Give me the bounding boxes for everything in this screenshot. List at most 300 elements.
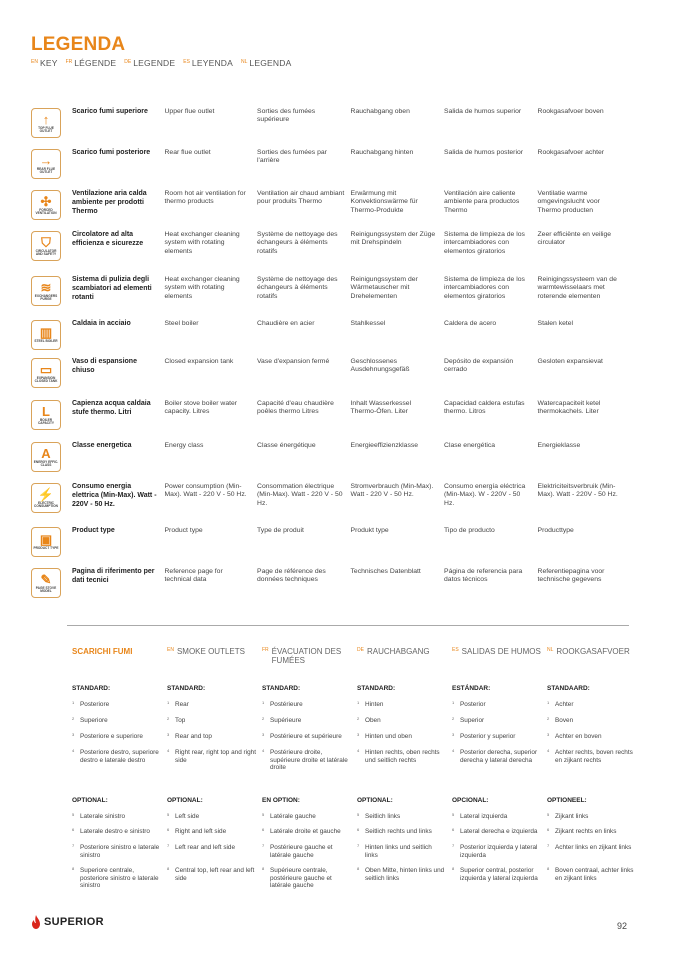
item-number: 3 <box>167 732 170 737</box>
item-number: 4 <box>167 748 170 753</box>
legend-en-text: Energy class <box>164 442 204 449</box>
item-number: 7 <box>357 843 360 848</box>
legend-de-text: Stahlkessel <box>350 320 386 327</box>
optional-item <box>547 828 636 844</box>
standard-item <box>72 733 161 749</box>
icon-glyph: L <box>42 403 50 419</box>
legend-en-text: Upper flue outlet <box>164 108 215 115</box>
standard-text: Posterior derecha, superior derecha y lateral derecha <box>460 749 538 764</box>
item-number: 1 <box>547 700 550 705</box>
optional-text: Boven centraal, achter links en zijkant links <box>555 867 634 882</box>
legend-es-text: Salida de humos superior <box>444 108 522 115</box>
legend-it-text: Capienza acqua caldaia stufe thermo. Litri <box>72 400 151 416</box>
legend-en-text: Steel boiler <box>164 320 199 327</box>
standard-item <box>72 749 161 779</box>
title-translation <box>183 58 233 68</box>
outlet-column-title: RAUCHABGANG <box>366 647 430 656</box>
icon-caption: ELECTRIC CONSUMPTION <box>34 500 58 508</box>
product-type-icon <box>31 527 61 557</box>
optional-text: Oben Mitte, hinten links und seitlich links <box>365 867 445 882</box>
legend-nl-text: Energieklasse <box>537 442 581 449</box>
item-number: 4 <box>72 748 75 753</box>
lang-code: NL <box>241 59 248 65</box>
standard-text: Postérieure <box>270 701 303 708</box>
legend-de-text: Erwärmung mit Konvektionswärme für Thermo-Produkte <box>350 190 418 214</box>
standard-item <box>452 717 541 733</box>
icon-glyph: ▥ <box>39 325 53 341</box>
item-number: 1 <box>357 700 360 705</box>
item-number: 6 <box>547 827 550 832</box>
spacer <box>167 779 256 789</box>
lang-code: ES <box>452 647 459 653</box>
icon-glyph: A <box>41 445 51 461</box>
standard-text: Achter <box>555 701 574 708</box>
optional-text: Latérale droite et gauche <box>270 828 341 835</box>
legend-de-text: Geschlossenes Ausdehnungsgefäß <box>350 358 410 374</box>
icon-caption: CIRCULATOR AND SAFETY <box>35 248 57 256</box>
item-number: 3 <box>357 732 360 737</box>
item-number: 8 <box>452 866 455 871</box>
legend-it-text: Circolatore ad alta efficienza e sicurezze <box>72 231 144 247</box>
outlet-column-header <box>72 647 161 677</box>
item-number: 8 <box>547 866 550 871</box>
translation-text: LÉGENDE <box>74 58 117 68</box>
translation-text: KEY <box>39 58 58 68</box>
item-number: 3 <box>72 732 75 737</box>
outlet-column-title: ROOKGASAFVOER <box>556 647 630 656</box>
lang-code: ES <box>183 59 190 65</box>
standard-item <box>357 701 446 717</box>
legend-row <box>31 276 631 320</box>
item-number: 3 <box>262 732 265 737</box>
icon-caption: TOP FLUE OUTLET <box>38 125 54 133</box>
page-number: 92 <box>617 921 628 931</box>
standard-text: Hinten <box>365 701 384 708</box>
icon-glyph: ✣ <box>40 193 52 209</box>
legend-row <box>31 231 631 276</box>
legend-en-text: Boiler stove boiler water capacity. Litres <box>164 400 238 416</box>
item-number: 7 <box>262 843 265 848</box>
standard-text: Posteriore destro, superiore destro e laterale destro <box>80 749 159 764</box>
outlet-column-title: SMOKE OUTLETS <box>176 647 245 656</box>
electric-consumption-icon <box>31 483 61 513</box>
legend-it-text: Vaso di espansione chiuso <box>72 358 137 374</box>
legend-fr-text: Sorties des fumées supérieure <box>257 108 316 124</box>
standard-label: STANDARD: <box>357 685 396 692</box>
item-number: 5 <box>167 812 170 817</box>
legend-fr-text: Capacité d'eau chaudière poêles thermo Litres <box>257 400 334 416</box>
legend-fr-text: Système de nettoyage des échangeurs à éléments rotatifs <box>257 276 338 300</box>
standard-item <box>72 701 161 717</box>
legend-fr-text: Classe énergétique <box>257 442 316 449</box>
standard-item <box>357 733 446 749</box>
optional-text: Seitlich rechts und links <box>365 828 432 835</box>
standard-text: Postérieure et supérieure <box>270 733 342 740</box>
standard-item <box>547 749 636 779</box>
legend-de-text: Energieeffizienzklasse <box>350 442 419 449</box>
title-translations <box>31 58 291 68</box>
optional-text: Lateral izquierda <box>460 813 508 820</box>
legend-row <box>31 527 631 568</box>
standard-text: Postérieure droite, supérieure droite et latérale droite <box>270 749 348 772</box>
top-flue-outlet-icon <box>31 108 61 138</box>
legend-es-text: Salida de humos posterior <box>444 149 523 156</box>
legend-row <box>31 108 631 149</box>
legend-de-text: Stromverbrauch (Min-Max). Watt - 220 V - 50 Hz. <box>350 483 434 499</box>
title-translation <box>124 58 175 68</box>
standard-item <box>262 701 351 717</box>
optional-text: Left side <box>175 813 200 820</box>
legend-es-text: Depósito de expansión cerrado <box>444 358 514 374</box>
legend-nl-text: Reinigingssysteem van de warmtewisselaars met roterende elementen <box>537 276 617 300</box>
legend-row <box>31 568 631 608</box>
optional-text: Supérieure centrale, postérieure gauche et latérale gauche <box>270 867 332 890</box>
brand-name: SUPERIOR <box>44 916 104 928</box>
optional-text: Lateral derecha e izquierda <box>460 828 538 835</box>
standard-label: ESTÁNDAR: <box>452 685 491 692</box>
item-number: 2 <box>167 716 170 721</box>
optional-item <box>452 867 541 897</box>
outlet-column <box>452 647 547 897</box>
optional-label: OPTIONAL: <box>357 797 393 804</box>
item-number: 4 <box>452 748 455 753</box>
optional-item <box>72 867 161 897</box>
legend-en-text: Reference page for technical data <box>164 568 223 584</box>
legend-en-text: Heat exchanger cleaning system with rotating elements <box>164 231 240 255</box>
spacer <box>452 779 541 789</box>
legend-table <box>31 108 631 608</box>
legend-nl-text: Ventilatie warme omgevingslucht voor Thermo producten <box>537 190 600 214</box>
legend-en-text: Room hot air ventilation for thermo products <box>164 190 246 206</box>
standard-item <box>167 733 256 749</box>
optional-label: EN OPTION: <box>262 797 300 804</box>
optional-text: Superior central, posterior izquierda y lateral izquierda <box>460 867 538 882</box>
title-translation <box>66 58 117 68</box>
standard-text: Hinten und oben <box>365 733 412 740</box>
icon-glyph: ▣ <box>39 532 53 548</box>
item-number: 5 <box>357 812 360 817</box>
legend-en-text: Rear flue outlet <box>164 149 211 156</box>
item-number: 8 <box>262 866 265 871</box>
translation-text: LEGENDA <box>249 58 292 68</box>
standard-label: STANDAARD: <box>547 685 590 692</box>
optional-text: Zijkant links <box>555 813 589 820</box>
outlet-column <box>262 647 357 897</box>
legend-nl-text: Zeer efficiënte en veilige circulator <box>537 231 612 247</box>
legend-it-text: Scarico fumi posteriore <box>72 149 151 156</box>
optional-text: Laterale sinistro <box>80 813 126 820</box>
optional-label: OPTIONAL: <box>72 797 108 804</box>
standard-text: Posteriore e superiore <box>80 733 143 740</box>
optional-text: Central top, left rear and left side <box>175 867 255 882</box>
standard-text: Achter en boven <box>555 733 602 740</box>
item-number: 6 <box>72 827 75 832</box>
exchangers-purge-icon <box>31 276 61 306</box>
legend-es-text: Ventilación aire caliente ambiente para productos Thermo <box>444 190 520 214</box>
legend-es-text: Consumo energía eléctrica (Min-Max). W - 220V - 50 Hz. <box>444 483 526 507</box>
outlet-column-header <box>262 647 351 677</box>
optional-item <box>452 844 541 867</box>
standard-item <box>452 749 541 779</box>
legend-en-text: Closed expansion tank <box>164 358 234 365</box>
outlet-column-title: ÉVACUATION DES FUMÉES <box>271 647 342 666</box>
legend-de-text: Technisches Datenblatt <box>350 568 421 575</box>
item-number: 7 <box>72 843 75 848</box>
item-number: 8 <box>72 866 75 871</box>
standard-label: STANDARD: <box>262 685 301 692</box>
optional-label: OPTIONEEL: <box>547 797 587 804</box>
legend-de-text: Rauchabgang oben <box>350 108 410 115</box>
optional-item <box>167 844 256 867</box>
item-number: 1 <box>167 700 170 705</box>
optional-item <box>547 813 636 828</box>
energy-class-icon <box>31 442 61 472</box>
optional-item <box>167 813 256 828</box>
lang-code: FR <box>65 59 73 65</box>
standard-label: STANDARD: <box>72 685 111 692</box>
lang-code: DE <box>124 59 132 65</box>
outlet-column-header <box>547 647 636 677</box>
legend-it-text: Classe energetica <box>72 442 132 449</box>
legend-nl-text: Stalen ketel <box>537 320 574 327</box>
item-number: 1 <box>452 700 455 705</box>
legend-it-text: Ventilazione aria calda ambiente per prodotti Thermo <box>72 190 147 215</box>
standard-item <box>167 749 256 779</box>
outlet-column-header <box>452 647 541 677</box>
optional-item <box>547 867 636 897</box>
legend-row <box>31 190 631 231</box>
item-number: 4 <box>357 748 360 753</box>
item-number: 2 <box>262 716 265 721</box>
spacer <box>357 779 446 789</box>
page-title: LEGENDA <box>31 34 126 55</box>
legend-fr-text: Consommation électrique (Min-Max). Watt - 220 V - 50 Hz. <box>257 483 343 507</box>
standard-text: Supérieure <box>270 717 302 724</box>
standard-text: Posterior <box>460 701 486 708</box>
optional-text: Superiore centrale, posteriore sinistro e laterale sinistro <box>80 867 159 890</box>
legend-en-text: Product type <box>164 527 203 534</box>
optional-item <box>167 828 256 844</box>
title-translation <box>241 58 291 68</box>
outlet-column-title: SCARICHI FUMI <box>72 647 133 656</box>
optional-item <box>72 844 161 867</box>
optional-text: Postérieure gauche et latérale gauche <box>270 844 333 859</box>
optional-text: Laterale destro e sinistro <box>80 828 150 835</box>
legend-nl-text: Elektriciteitsverbruik (Min-Max). Watt - 220V - 50 Hz. <box>537 483 618 499</box>
standard-item <box>262 717 351 733</box>
legend-es-text: Tipo de producto <box>444 527 495 534</box>
standard-text: Rear <box>175 701 189 708</box>
legend-nl-text: Watercapaciteit ketel thermokachels. Liter <box>537 400 601 416</box>
icon-glyph: → <box>39 152 53 168</box>
standard-item <box>547 733 636 749</box>
item-number: 2 <box>72 716 75 721</box>
item-number: 2 <box>452 716 455 721</box>
optional-label: OPCIONAL: <box>452 797 489 804</box>
item-number: 6 <box>167 827 170 832</box>
optional-text: Right and left side <box>175 828 227 835</box>
icon-glyph: ▭ <box>39 361 53 377</box>
item-number: 8 <box>357 866 360 871</box>
standard-text: Rear and top <box>175 733 212 740</box>
legend-it-text: Product type <box>72 527 115 534</box>
icon-caption: PAGE STOVE MODEL <box>35 585 57 593</box>
optional-item <box>452 813 541 828</box>
legend-fr-text: Sorties des fumées par l'arrière <box>257 149 327 165</box>
lang-code: FR <box>262 647 269 653</box>
legend-row <box>31 400 631 442</box>
legend-es-text: Página de referencia para datos técnicos <box>444 568 523 584</box>
lang-code: EN <box>31 59 38 65</box>
standard-text: Hinten rechts, oben rechts und seitlich rechts <box>365 749 440 764</box>
optional-label: OPTIONAL: <box>167 797 203 804</box>
standard-item <box>262 749 351 779</box>
legend-fr-text: Chaudière en acier <box>257 320 315 327</box>
expansion-tank-icon <box>31 358 61 388</box>
icon-glyph: ↑ <box>42 111 50 127</box>
legend-fr-text: Ventilation air chaud ambiant pour produits Thermo <box>257 190 345 206</box>
optional-text: Zijkant rechts en links <box>555 828 617 835</box>
optional-text: Posterior izquierda y lateral izquierda <box>460 844 538 859</box>
spacer <box>547 779 636 789</box>
legend-nl-text: Gesloten expansievat <box>537 358 603 365</box>
optional-item <box>262 813 351 828</box>
optional-item <box>357 867 446 897</box>
circulator-safety-icon <box>31 231 61 261</box>
legend-it-text: Sistema di pulizia degli scambiatori ad elementi rotanti <box>72 276 152 301</box>
legend-row <box>31 483 631 527</box>
brand-logo <box>31 915 104 929</box>
optional-item <box>72 828 161 844</box>
standard-text: Oben <box>365 717 381 724</box>
standard-item <box>452 701 541 717</box>
legend-es-text: Sistema de limpieza de los intercambiadores con elementos giratorios <box>444 276 525 300</box>
legend-row <box>31 442 631 483</box>
optional-text: Seitlich links <box>365 813 401 820</box>
standard-text: Boven <box>555 717 574 724</box>
legend-en-text: Heat exchanger cleaning system with rotating elements <box>164 276 240 300</box>
optional-text: Left rear and left side <box>175 844 236 851</box>
item-number: 3 <box>547 732 550 737</box>
forced-ventilation-icon <box>31 190 61 220</box>
legend-nl-text: Rookgasafvoer achter <box>537 149 605 156</box>
legend-it-text: Pagina di riferimento per dati tecnici <box>72 568 155 584</box>
optional-item <box>262 828 351 844</box>
item-number: 7 <box>167 843 170 848</box>
icon-caption: EXPANSION CLOSED TANK <box>34 375 58 383</box>
optional-item <box>357 844 446 867</box>
standard-item <box>262 733 351 749</box>
legend-fr-text: Page de référence des données techniques <box>257 568 326 584</box>
icon-glyph: ⛉ <box>41 234 51 250</box>
standard-text: Achter rechts, boven rechts en zijkant rechts <box>555 749 633 764</box>
icon-caption: STEEL BOILER <box>34 339 58 344</box>
rear-flue-outlet-icon <box>31 149 61 179</box>
standard-item <box>547 701 636 717</box>
optional-text: Posteriore sinistro e laterale sinistro <box>80 844 160 859</box>
standard-text: Posteriore <box>80 701 110 708</box>
standard-item <box>357 749 446 779</box>
legend-row <box>31 320 631 358</box>
standard-item <box>452 733 541 749</box>
legend-nl-text: Producttype <box>537 527 574 534</box>
icon-caption: EXCHANGERS PURGE <box>34 293 58 301</box>
optional-item <box>357 828 446 844</box>
legend-es-text: Capacidad caldera estufas thermo. Litros <box>444 400 525 416</box>
optional-text: Achter links en zijkant links <box>555 844 632 851</box>
legend-es-text: Sistema de limpieza de los intercambiadores con elementos giratorios <box>444 231 525 255</box>
icon-caption: BOILER CAPACITY <box>37 417 55 425</box>
item-number: 3 <box>452 732 455 737</box>
icon-glyph: ≋ <box>40 279 52 295</box>
item-number: 2 <box>357 716 360 721</box>
legend-es-text: Caldera de acero <box>444 320 497 327</box>
item-number: 7 <box>452 843 455 848</box>
lang-code: EN <box>167 647 174 653</box>
standard-item <box>167 701 256 717</box>
optional-item <box>72 813 161 828</box>
outlet-column-title: SALIDAS DE HUMOS <box>461 647 541 656</box>
item-number: 5 <box>547 812 550 817</box>
legend-it-text: Scarico fumi superiore <box>72 108 148 115</box>
page-model-icon <box>31 568 61 598</box>
item-number: 4 <box>262 748 265 753</box>
item-number: 6 <box>262 827 265 832</box>
item-number: 5 <box>72 812 75 817</box>
optional-text: Latérale gauche <box>270 813 316 820</box>
lang-code: NL <box>547 647 554 653</box>
item-number: 4 <box>547 748 550 753</box>
icon-glyph: ⚡ <box>37 486 55 502</box>
standard-item <box>547 717 636 733</box>
optional-text: Hinten links und seitlich links <box>365 844 432 859</box>
item-number: 8 <box>167 866 170 871</box>
standard-text: Superior <box>460 717 485 724</box>
legend-it-text: Caldaia in acciaio <box>72 320 131 327</box>
outlet-column <box>547 647 642 897</box>
outlet-column <box>167 647 262 897</box>
legend-fr-text: Vase d'expansion fermé <box>257 358 330 365</box>
outlet-column-header <box>357 647 446 677</box>
item-number: 5 <box>452 812 455 817</box>
lang-code: DE <box>357 647 364 653</box>
legend-de-text: Reinigungssystem der Wärmetauscher mit Drehelementen <box>350 276 418 300</box>
optional-item <box>262 867 351 897</box>
standard-text: Right rear, right top and right side <box>175 749 256 764</box>
flame-icon <box>31 915 41 929</box>
translation-text: LEGENDE <box>133 58 176 68</box>
outlet-column-header <box>167 647 256 677</box>
item-number: 1 <box>262 700 265 705</box>
legend-de-text: Produkt type <box>350 527 389 534</box>
section-divider <box>67 625 629 626</box>
standard-item <box>357 717 446 733</box>
item-number: 6 <box>357 827 360 832</box>
icon-caption: FORCED VENTILATION <box>35 207 57 215</box>
standard-item <box>167 717 256 733</box>
outlet-columns <box>72 647 642 897</box>
legend-nl-text: Rookgasafvoer boven <box>537 108 604 115</box>
standard-text: Posterior y superior <box>460 733 516 740</box>
optional-item <box>547 844 636 867</box>
title-translation <box>31 58 58 68</box>
optional-item <box>357 813 446 828</box>
legend-fr-text: Type de produit <box>257 527 304 534</box>
optional-item <box>262 844 351 867</box>
icon-caption: REAR FLUE OUTLET <box>36 166 56 174</box>
icon-caption: PRODUCT TYPE <box>33 546 59 551</box>
legend-it-text: Consumo energia elettrica (Min-Max). Watt - 220V - 50 Hz. <box>72 483 157 508</box>
